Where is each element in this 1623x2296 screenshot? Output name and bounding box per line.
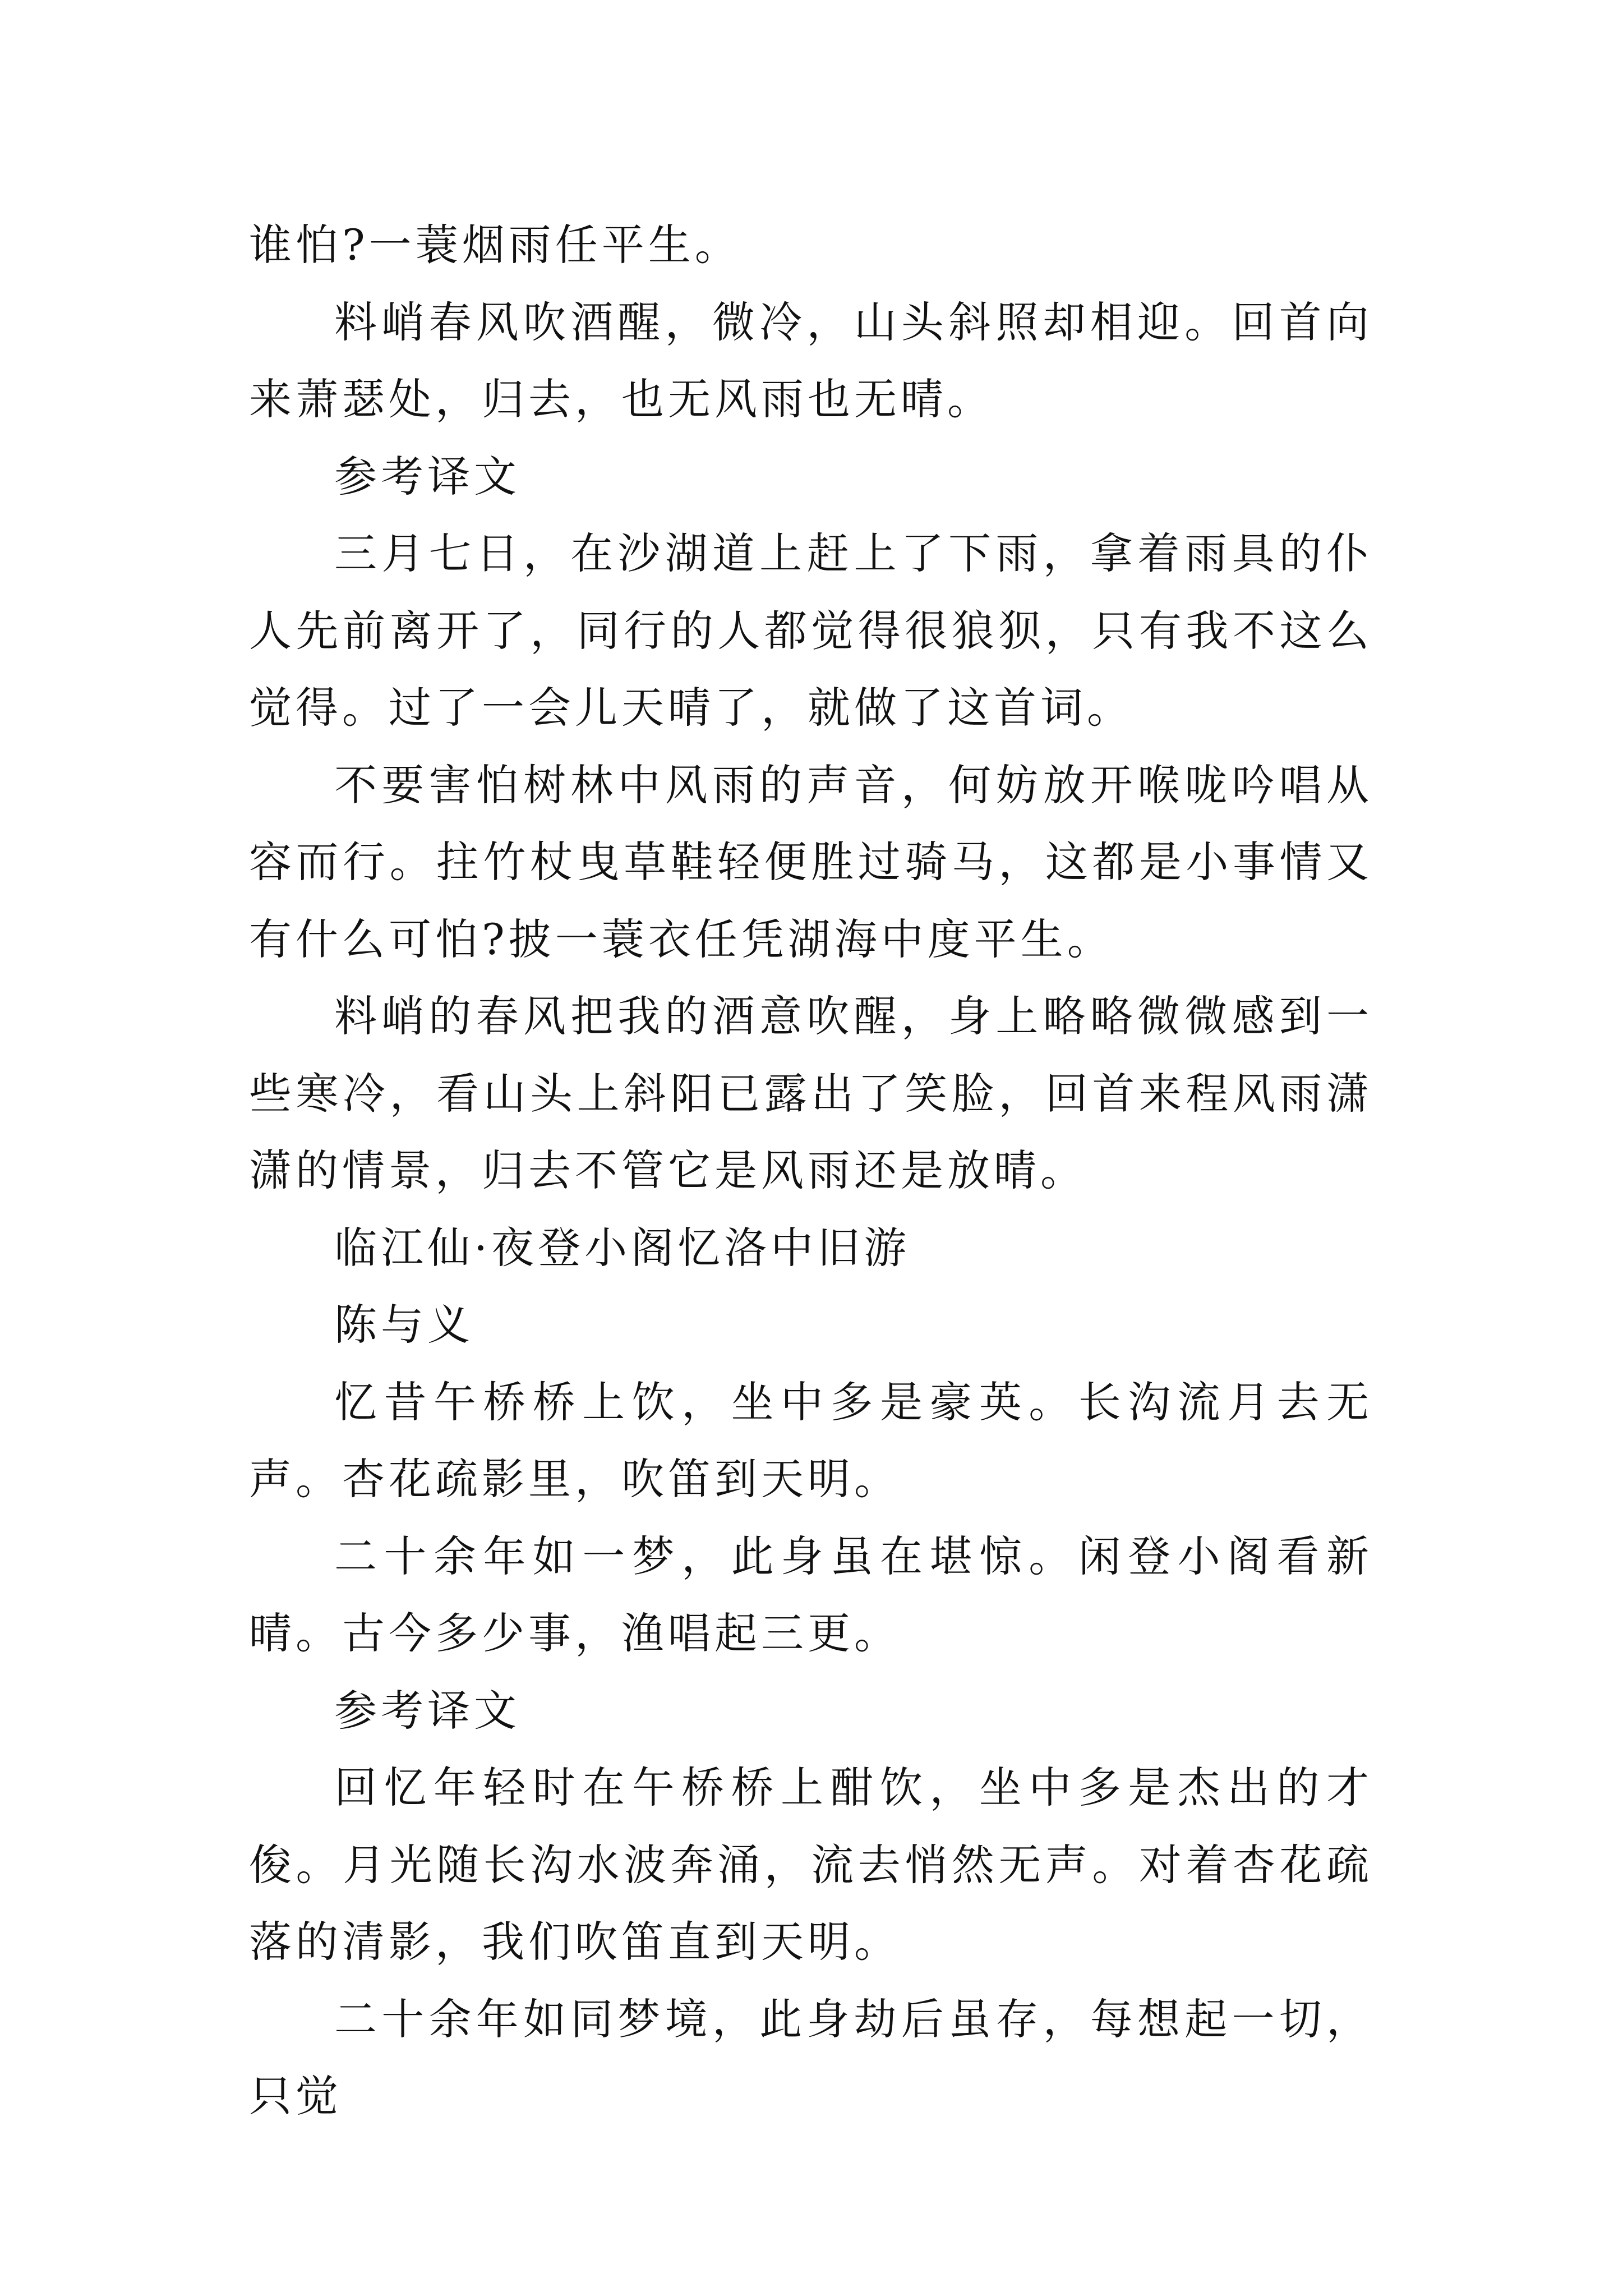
paragraph-7: 二十余年如同梦境，此身劫后虽存，每想起一切，只觉	[249, 1994, 1373, 2121]
section-heading-translation: 参考译文	[334, 451, 520, 501]
poem-title: 临江仙·夜登小阁忆洛中旧游	[334, 1222, 911, 1273]
paragraph-4: 不要害怕树林中风雨的声音，何妨放开喉咙吟唱从容而行。拄竹杖曳草鞋轻便胜过骑马，这都是小事情又有什么可怕?披一蓑衣任凭湖海中度平生。	[249, 760, 1373, 964]
document-body	[249, 206, 1373, 2135]
poem-stanza-2: 二十余年如一梦，此身虽在堪惊。闲登小阁看新晴。古今多少事，渔唱起三更。	[249, 1531, 1373, 1658]
poem-stanza-1: 忆昔午桥桥上饮，坐中多是豪英。长沟流月去无声。杏花疏影里，吹笛到天明。	[249, 1377, 1373, 1504]
paragraph-6: 回忆年轻时在午桥桥上酣饮，坐中多是杰出的才俊。月光随长沟水波奔涌，流去悄然无声。对着杏花疏落的清影，我们吹笛直到天明。	[249, 1763, 1373, 1967]
paragraph-2: 料峭春风吹酒醒，微冷，山头斜照却相迎。回首向来萧瑟处，归去，也无风雨也无晴。	[249, 297, 1373, 424]
paragraph-1: 谁怕?一蓑烟雨任平生。	[249, 220, 741, 270]
section-heading-translation-2: 参考译文	[334, 1685, 520, 1736]
poem-author: 陈与义	[334, 1300, 474, 1350]
paragraph-5: 料峭的春风把我的酒意吹醒，身上略略微微感到一些寒冷，看山头上斜阳已露出了笑脸，回首来程风雨潇潇的情景，归去不管它是风雨还是放晴。	[249, 991, 1373, 1195]
paragraph-3: 三月七日，在沙湖道上赶上了下雨，拿着雨具的仆人先前离开了，同行的人都觉得很狼狈，只有我不这么觉得。过了一会儿天晴了，就做了这首词。	[249, 528, 1373, 733]
